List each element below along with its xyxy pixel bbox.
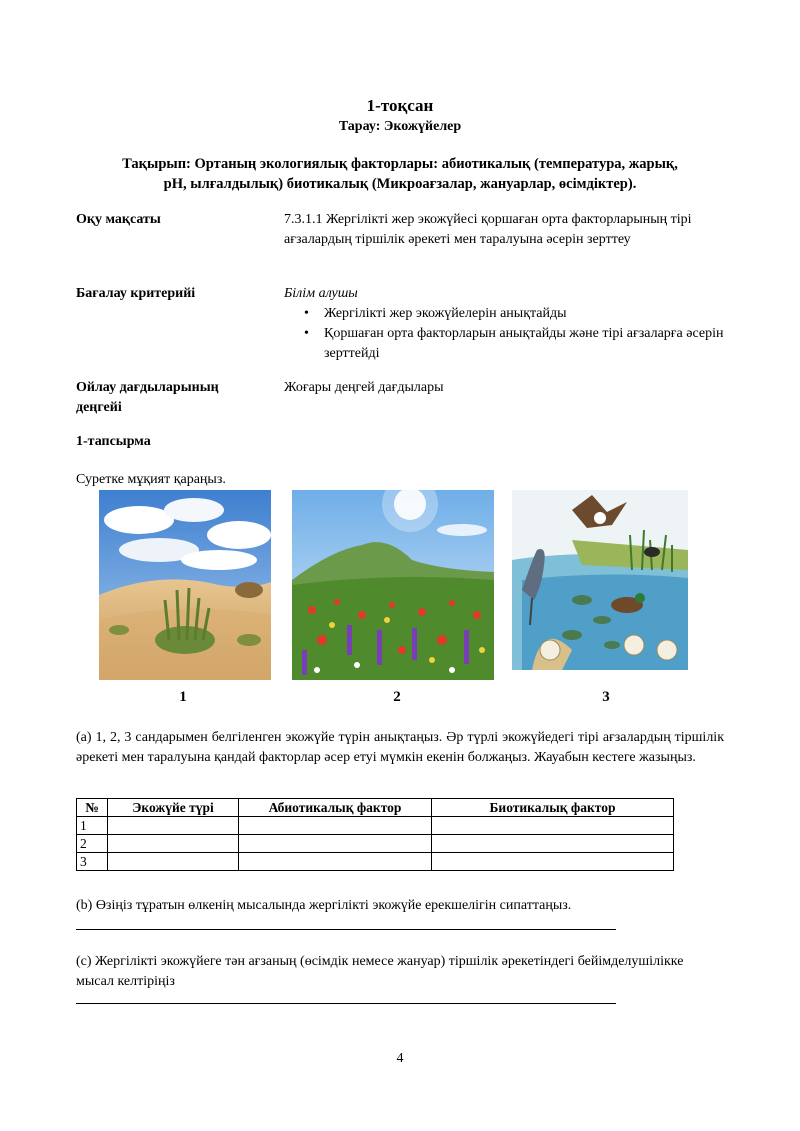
wetland-ecosystem-image — [512, 490, 688, 670]
section-title: Тарау: Экожүйелер — [338, 119, 462, 134]
goal-label: Оқу мақсаты — [76, 212, 161, 227]
quarter-title: 1-тоқсан — [366, 96, 434, 115]
row-number: 3 — [77, 853, 108, 871]
picture-label-2: 2 — [393, 689, 401, 705]
task-title: 1-тапсырма — [76, 434, 151, 449]
criteria-item: • Қоршаған орта факторларын анықтайды және тірі ағзаларға әсерін зерттейді — [304, 326, 724, 361]
picture-label-1: 1 — [179, 689, 187, 705]
bullet-icon: • — [304, 326, 309, 341]
desert-ecosystem-image — [99, 490, 271, 680]
answer-table — [76, 798, 674, 871]
row-number: 2 — [77, 835, 108, 853]
ecosystem-cell[interactable] — [108, 835, 239, 853]
bullet-icon: • — [304, 306, 309, 321]
question-c: (с) Жергілікті экожүйеге тән ағзаның (өсімдік немесе жануар) тіршілік әрекетіндегі бейімделушілікке мысал келтіріңіз — [76, 954, 684, 989]
table-row — [77, 853, 674, 871]
col-biotic: Биотикалық фактор — [432, 799, 674, 817]
thinking-label: Ойлау дағдыларының деңгейі — [76, 380, 219, 415]
ecosystem-cell[interactable] — [108, 853, 239, 871]
criteria-value — [284, 284, 724, 364]
question-b: (b) Өзіңіз тұратын өлкенің мысалында жергілікті экожүйе ерекшелігін сипаттаңыз. — [76, 898, 572, 913]
abiotic-cell[interactable] — [239, 835, 432, 853]
abiotic-cell[interactable] — [239, 853, 432, 871]
col-number: № — [77, 799, 108, 817]
picture-label-3: 3 — [602, 689, 610, 705]
topic-line-2: pH, ылғалдылық) биотикалық (Микроағзалар, жануарлар, өсімдіктер). — [163, 176, 637, 192]
meadow-ecosystem-image — [292, 490, 494, 680]
criteria-label: Бағалау критерийі — [76, 286, 196, 301]
answer-line-c[interactable] — [76, 1003, 616, 1004]
page-number: 4 — [396, 1051, 404, 1066]
biotic-cell[interactable] — [432, 853, 674, 871]
table-header-row — [77, 799, 674, 817]
biotic-cell[interactable] — [432, 817, 674, 835]
answer-line-b[interactable] — [76, 929, 616, 930]
question-a: (а) 1, 2, 3 сандарымен белгіленген экожүйе түрін анықтаңыз. Әр түрлі экожүйедегі тірі ағзалардың тіршілік әрекеті мен таралуына қандай факторлар әсер етуі мүмкін екенін болжаңыз. Жауабын кестеге жазыңыз. — [76, 730, 724, 765]
abiotic-cell[interactable] — [239, 817, 432, 835]
table-row — [77, 835, 674, 853]
biotic-cell[interactable] — [432, 835, 674, 853]
criteria-list — [284, 304, 724, 364]
topic-title — [76, 154, 724, 194]
thinking-value: Жоғары деңгей дағдылары — [284, 380, 444, 395]
topic-line-1: Тақырып: Ортаның экологиялық факторлары: абиотикалық (температура, жарық, — [122, 156, 678, 172]
criteria-intro: Білім алушы — [284, 286, 358, 301]
task-instruction: Суретке мұқият қараңыз. — [76, 472, 226, 487]
criteria-item: • Жергілікті жер экожүйелерін анықтайды — [284, 304, 724, 324]
ecosystem-cell[interactable] — [108, 817, 239, 835]
col-abiotic: Абиотикалық фактор — [239, 799, 432, 817]
table-row — [77, 817, 674, 835]
col-ecosystem-type: Экожүйе түрі — [108, 799, 239, 817]
row-number: 1 — [77, 817, 108, 835]
goal-value: 7.3.1.1 Жергілікті жер экожүйесі қоршаған орта факторларының тірі ағзалардың тіршілік әрекеті мен таралуына әсерін зерттеу — [284, 212, 692, 247]
